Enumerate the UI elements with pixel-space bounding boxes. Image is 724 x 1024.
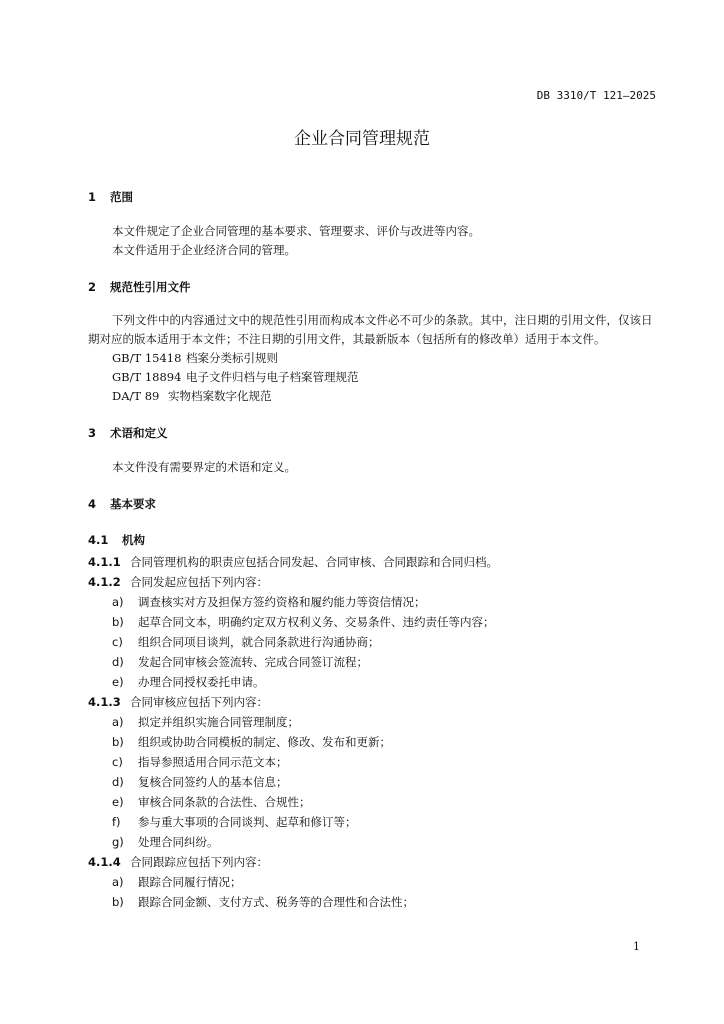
document-code: DB 3310/T 121—2025	[536, 89, 656, 102]
list-item: c) 指导参照适用合同示范文本；	[112, 755, 288, 769]
list-item: c) 组织合同项目谈判，就合同条款进行沟通协商；	[112, 635, 380, 649]
section-heading: 1 范围	[88, 190, 133, 204]
reference-item: DA/T 89 实物档案数字化规范	[112, 389, 272, 403]
clause: 4.1.4 合同跟踪应包括下列内容：	[88, 855, 268, 869]
list-item: f) 参与重大事项的合同谈判、起草和修订等；	[112, 815, 357, 829]
subsection-heading: 4.1 机构	[88, 533, 145, 547]
list-item: g) 处理合同纠纷。	[112, 835, 219, 849]
list-item: a) 调查核实对方及担保方签约资格和履约能力等资信情况；	[112, 595, 426, 609]
section-heading: 2 规范性引用文件	[88, 280, 191, 294]
clause: 4.1.1 合同管理机构的职责应包括合同发起、合同审核、合同跟踪和合同归档。	[88, 555, 498, 569]
document-title: 企业合同管理规范	[294, 129, 430, 149]
clause: 4.1.2 合同发起应包括下列内容：	[88, 575, 268, 589]
clause: 4.1.3 合同审核应包括下列内容：	[88, 695, 268, 709]
reference-item: GB/T 15418 档案分类标引规则	[112, 351, 278, 365]
paragraph: 本文件规定了企业合同管理的基本要求、管理要求、评价与改进等内容。	[112, 224, 480, 238]
list-item: a) 跟踪合同履行情况；	[112, 875, 242, 889]
list-item: d) 发起合同审核会签流转、完成合同签订流程；	[112, 655, 368, 669]
paragraph: 本文件没有需要界定的术语和定义。	[112, 460, 296, 474]
list-item: e) 审核合同条款的合法性、合规性；	[112, 795, 311, 809]
document-body	[88, 188, 658, 912]
section-heading: 4 基本要求	[88, 497, 156, 511]
list-item: b) 跟踪合同金额、支付方式、税务等的合理性和合法性；	[112, 895, 414, 909]
list-item: e) 办理合同授权委托申请。	[112, 675, 265, 689]
page-number: 1	[633, 940, 640, 953]
list-item: a) 拟定并组织实施合同管理制度；	[112, 715, 299, 729]
reference-item: GB/T 18894 电子文件归档与电子档案管理规范	[112, 370, 359, 384]
paragraph: 下列文件中的内容通过文中的规范性引用而构成本文件必不可少的条款。其中，注日期的引用文件，仅该日期对应的版本适用于本文件；不注日期的引用文件，其最新版本（包括所有的修改单）适用于本文件。	[88, 313, 653, 346]
list-item: b) 起草合同文本，明确约定双方权利义务、交易条件、违约责任等内容；	[112, 615, 495, 629]
list-item: d) 复核合同签约人的基本信息；	[112, 775, 288, 789]
list-item: b) 组织或协助合同模板的制定、修改、发布和更新；	[112, 735, 391, 749]
paragraph: 本文件适用于企业经济合同的管理。	[112, 243, 296, 257]
section-heading: 3 术语和定义	[88, 426, 168, 440]
